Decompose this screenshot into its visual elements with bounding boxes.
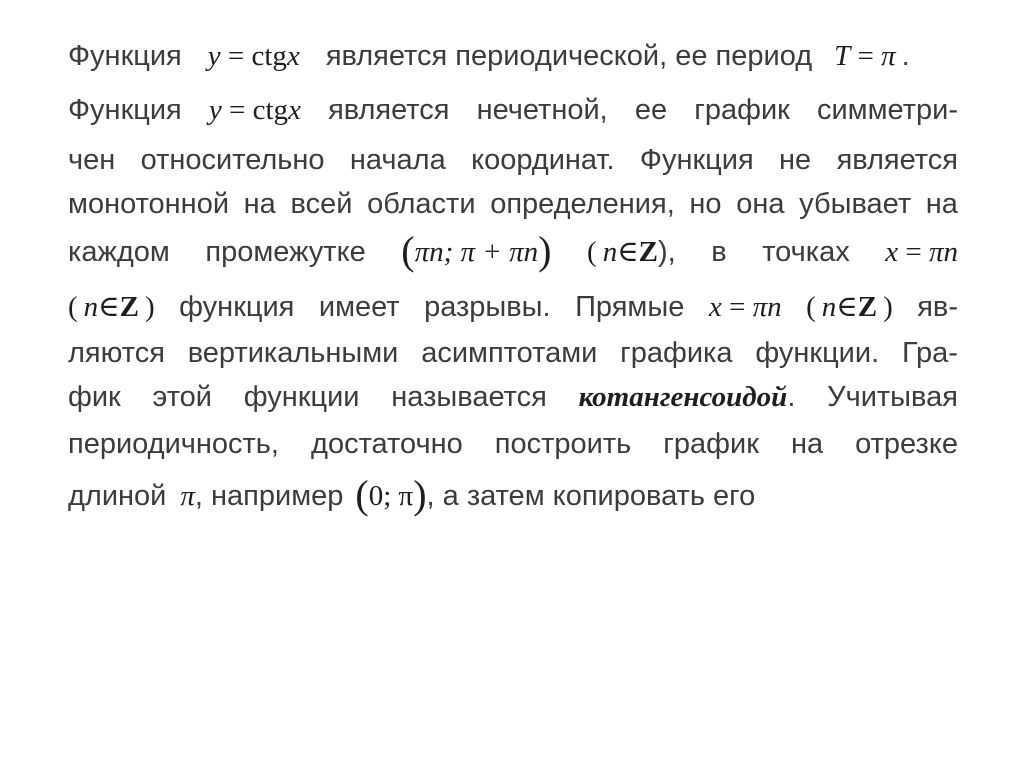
word: ее [634,94,668,126]
word: длиной [68,480,167,512]
word: Учитывая [827,381,958,413]
math-set-Z: Z [119,291,139,323]
text-line-10 [68,472,958,517]
math-var-x: x [885,236,899,268]
math-set: ( n∈Z ) [806,291,893,323]
word: на [243,188,276,220]
period: . [901,40,910,72]
word: на [925,188,958,220]
word: вертикальными [187,337,399,369]
word: монотонной [68,188,230,220]
punct: ), [658,236,676,268]
word: не [779,144,812,176]
math-var-x: x [288,94,301,126]
text-line-1 [68,36,958,76]
word: этой [152,381,212,413]
word: в [711,236,727,268]
word: координат. [471,144,615,176]
math-var-x: x [286,40,300,72]
math-var-y: y [208,94,222,126]
word: график [694,94,790,126]
word: отрезке [855,428,958,460]
word: чен [68,144,116,176]
period: . [787,381,796,413]
word: график [663,428,759,460]
word: убывает [799,188,912,220]
word: Функция [68,94,182,126]
text-line-4 [68,184,958,224]
math-pi: π [881,40,896,72]
math-set: ( n∈Z ) [68,291,155,323]
math-interval: (πn; π + πn) [401,228,552,273]
word: асимптотами [421,337,598,369]
word: ляются [68,337,165,369]
word: разрывы. [424,291,551,323]
text-span: , а затем копировать его [426,480,756,512]
word: всей [290,188,353,220]
math-var-n: n [602,236,618,268]
word: каждом [68,236,170,268]
word: функция [179,291,295,323]
word: нечетной, [476,94,608,126]
math-set-Z: Z [857,291,878,323]
math-pi-n: πn [928,236,958,268]
math-var-y: y [207,40,221,72]
word: области [367,188,476,220]
math-in: ∈ [98,291,120,323]
math-pi: π [180,480,195,512]
math-op: = ctg [221,94,289,126]
word: называется [391,381,547,413]
word: достаточно [311,428,463,460]
word: яв- [917,291,958,323]
word: но [689,188,722,220]
math-interval: (0; π) [355,472,427,517]
text-span: является периодической, ее период [325,40,813,72]
text-line-7 [68,333,958,373]
word: является [328,94,450,126]
math-var-n: n [83,291,99,323]
text-line-8 [68,377,958,417]
word: начала [349,144,446,176]
math-interval-body: 0; π [368,480,414,512]
math-expr [209,90,301,130]
term-kotangensoida: котангенсоидой [578,381,788,413]
text-span: , например [194,480,344,512]
text-line-6 [68,287,958,327]
math-expr [885,232,958,272]
word: Гра- [901,337,958,369]
word: симметри- [816,94,958,126]
word: Функция [68,40,182,72]
word: на [790,428,824,460]
math-op: = [721,291,753,323]
word: относительно [140,144,325,176]
math-op: = [898,236,929,268]
word: определения, [490,188,675,220]
word: имеет [318,291,400,323]
math-interval-body: πn; π + πn [414,236,539,268]
math-var-n: n [821,291,837,323]
word: является [836,144,958,176]
word: фик [68,381,121,413]
math-pi-n: πn [752,291,782,323]
math-in: ∈ [617,236,639,268]
math-var-x: x [708,291,722,323]
emphasized-term [579,377,796,417]
text-line-5 [68,228,958,273]
word: функции. [755,337,880,369]
word: точках [762,236,850,268]
math-op: = [850,40,882,72]
word: графика [620,337,733,369]
word: она [736,188,785,220]
word: построить [494,428,632,460]
text-line-3 [68,140,958,180]
word: периодичность, [68,428,279,460]
word: функции [243,381,360,413]
text-line-2 [68,90,958,130]
text-line-9 [68,424,958,464]
math-set-Z: Z [638,236,658,268]
math-op: = ctg [220,40,287,72]
word: Функция [639,144,754,176]
word: Прямые [575,291,685,323]
math-expr [709,287,782,327]
math-in: ∈ [836,291,858,323]
word: промежутке [205,236,366,268]
math-var-T: T [834,40,851,72]
math-set: ( n∈Z), [587,236,676,268]
